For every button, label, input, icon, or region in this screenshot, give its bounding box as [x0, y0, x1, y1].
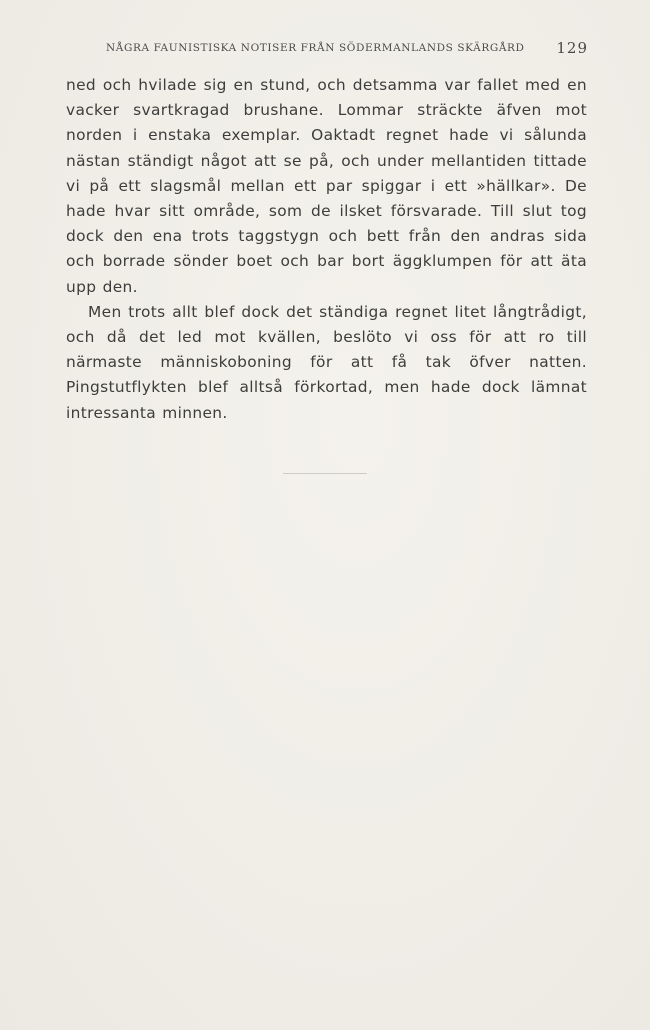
paragraph: Men trots allt blef dock det ständiga regnet litet långtrådigt, och då det led mot kvällen, beslöto vi oss för att ro till närmaste människoboning för att få tak öfver natten. Pingstutflykten blef alltså förkortad, men hade dock lämnat intressanta minnen.: [66, 302, 587, 422]
page-number: 129: [556, 39, 588, 57]
running-title: NÅGRA FAUNISTISKA NOTISER FRÅN SÖDERMANLANDS SKÄRGÅRD: [106, 42, 525, 54]
body-text: [66, 73, 587, 426]
section-divider: [283, 473, 367, 474]
paragraph: ned och hvilade sig en stund, och detsamma var fallet med en vacker svartkragad brushane. Lommar sträckte äfven mot norden i enstaka exemplar. Oaktadt regnet hade vi sålunda nästan ständigt något att se på, och under mellantiden tittade vi på ett slagsmål mellan ett par spiggar i ett »hällkar». De hade hvar sitt område, som de ilsket försvarade. Till slut tog dock den ena trots taggstygn och bett från den andras sida och borrade sönder boet och bar bort äggklumpen för att äta upp den.: [66, 76, 587, 296]
